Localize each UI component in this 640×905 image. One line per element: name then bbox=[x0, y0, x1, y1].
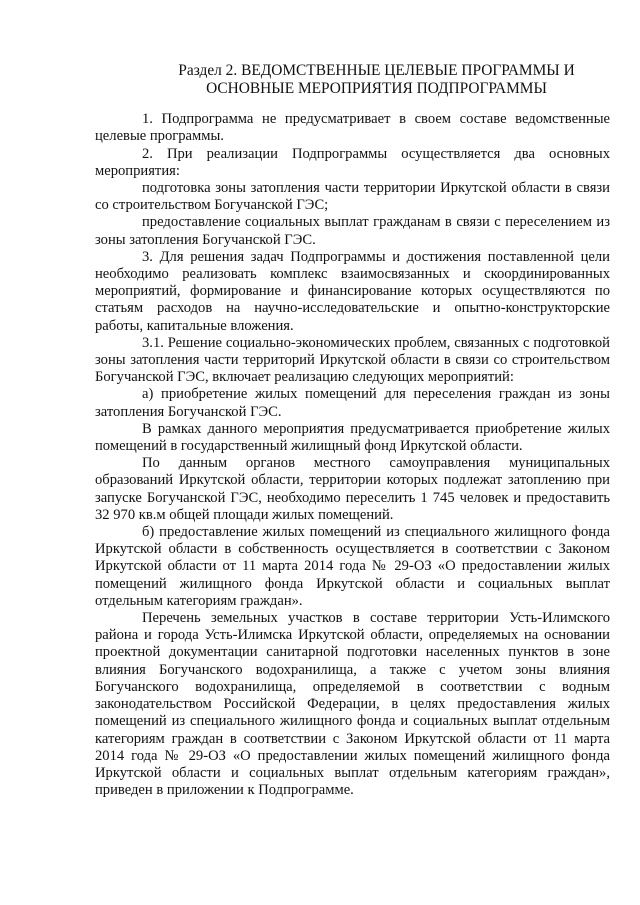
paragraph-11: Перечень земельных участков в составе территории Усть-Илимского района и города Усть-Илимска Иркутской области, определяемых на основании проектной документации санитарной подготовки населенных пунктов в зоне влияния Богучанского водохранилища, а также с учетом зоны влияния Богучанского водохранилища, определяемой в соответствии с водным законодательством Российской Федерации, в целях предоставления жилых помещений из специального жилищного фонда и социальных выплат отдельным категориям граждан в соответствии с Законом Иркутской области от 11 марта 2014 года № 29-ОЗ «О предоставлении жилых помещений жилищного фонда Иркутской области и социальных выплат отдельным категориям граждан», приведен в приложении к Подпрограмме. bbox=[95, 610, 610, 799]
paragraph-5: 3. Для решения задач Подпрограммы и достижения поставленной цели необходимо реализовать комплекс взаимосвязанных и скоординированных мероприятий, формирование и финансирование которых осуществляются по статьям расходов на научно-исследовательские и опытно-конструкторские работы, капитальные вложения. bbox=[95, 248, 610, 334]
paragraph-8: В рамках данного мероприятия предусматривается приобретение жилых помещений в государственный жилищный фонд Иркутской области. bbox=[95, 420, 610, 455]
paragraph-10: б) предоставление жилых помещений из специального жилищного фонда Иркутской области в собственность осуществляется в соответствии с Законом Иркутской области от 11 марта 2014 года № 29-ОЗ «О предоставлении жилых помещений жилищного фонда Иркутской области и социальных выплат отдельным категориям граждан». bbox=[95, 524, 610, 609]
paragraph-9: По данным органов местного самоуправления муниципальных образований Иркутской области, территории которых подлежат затоплению при запуске Богучанской ГЭС, необходимо переселить 1 745 человек и предоставить 32 970 кв.м общей площади жилых помещений. bbox=[95, 455, 610, 523]
section-title bbox=[95, 62, 610, 97]
paragraph-2: 2. При реализации Подпрограммы осуществляется два основных мероприятия: bbox=[95, 145, 610, 179]
paragraph-1: 1. Подпрограмма не предусматривает в своем составе ведомственные целевые программы. bbox=[95, 111, 610, 145]
paragraph-4: предоставление социальных выплат гражданам в связи с переселением из зоны затопления Богучанской ГЭС. bbox=[95, 214, 610, 248]
paragraph-7: а) приобретение жилых помещений для переселения граждан из зоны затопления Богучанской ГЭС. bbox=[95, 386, 610, 420]
paragraph-6: 3.1. Решение социально-экономических проблем, связанных с подготовкой зоны затопления части территорий Иркутской области в связи со строительством Богучанской ГЭС, включает реализацию следующих мероприятий: bbox=[95, 334, 610, 386]
paragraph-3: подготовка зоны затопления части территории Иркутской области в связи со строительством Богучанской ГЭС; bbox=[95, 180, 610, 214]
section-title-line-2: ОСНОВНЫЕ МЕРОПРИЯТИЯ ПОДПРОГРАММЫ bbox=[206, 79, 547, 97]
section-title-line-1: Раздел 2. ВЕДОМСТВЕННЫЕ ЦЕЛЕВЫЕ ПРОГРАММЫ И bbox=[178, 62, 575, 79]
